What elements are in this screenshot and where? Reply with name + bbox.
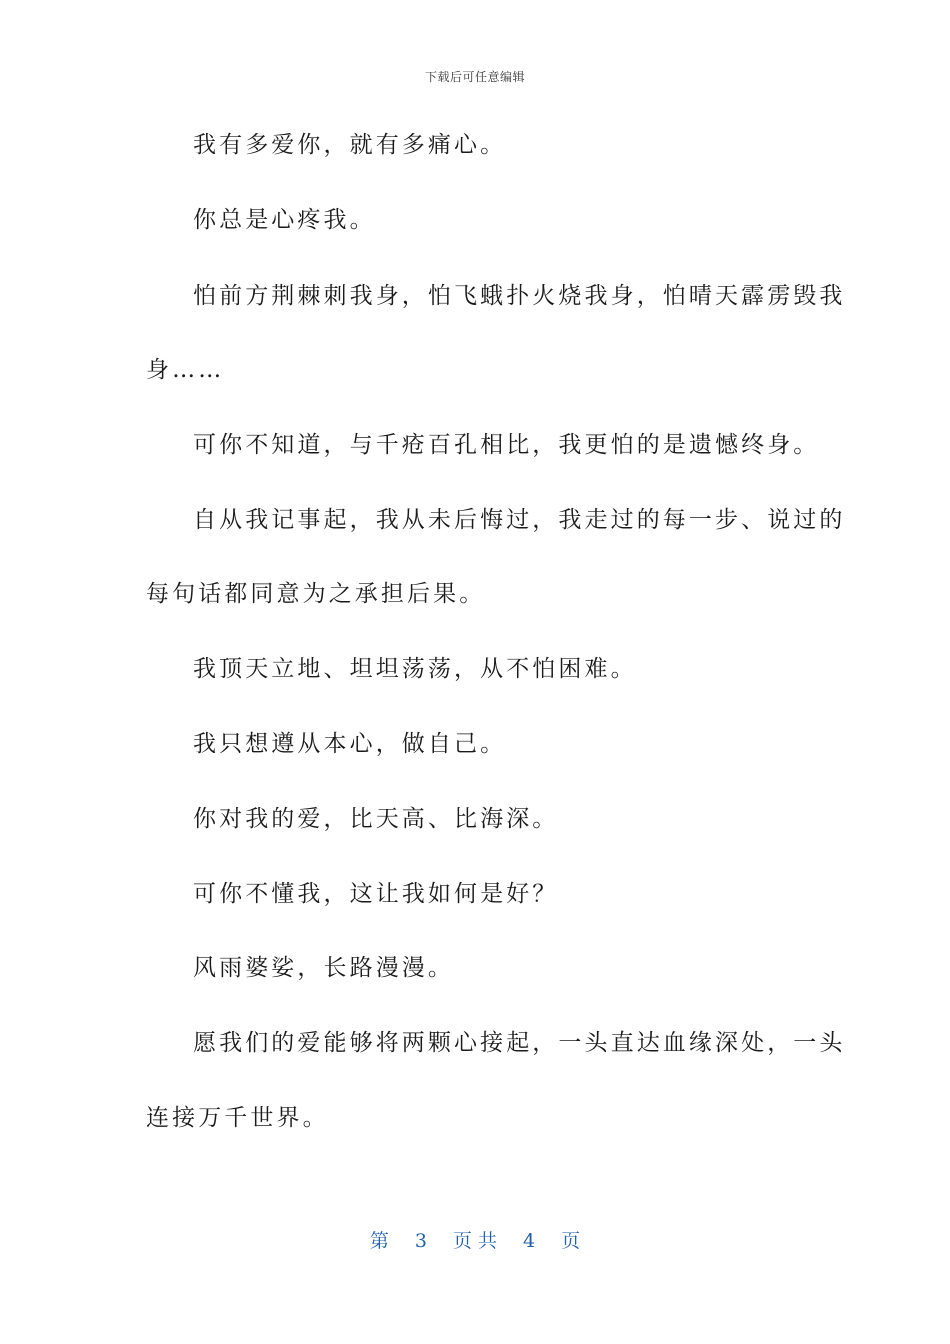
footer-prefix: 第 <box>369 1230 389 1252</box>
footer-middle: 页 共 <box>452 1230 498 1252</box>
paragraph-line: 连接万千世界。 <box>146 1105 329 1131</box>
footer-suffix: 页 <box>561 1230 581 1252</box>
paragraph-line: 我有多爱你，就有多痛心。 <box>193 132 507 158</box>
page-footer <box>0 1226 950 1253</box>
paragraph-line: 我顶天立地、坦坦荡荡，从不怕困难。 <box>193 656 637 682</box>
footer-current-page: 3 <box>414 1230 427 1252</box>
paragraph-line: 可你不知道，与千疮百孔相比，我更怕的是遗憾终身。 <box>193 432 820 458</box>
footer-total-pages: 4 <box>523 1230 536 1252</box>
paragraph-line: 风雨婆娑，长路漫漫。 <box>193 955 454 981</box>
paragraph-line: 身…… <box>146 357 225 383</box>
paragraph-line: 愿我们的爱能够将两颗心接起，一头直达血缘深处，一头 <box>193 1030 846 1056</box>
page-header-note: 下载后可任意编辑 <box>424 70 525 84</box>
paragraph-line: 你对我的爱，比天高、比海深。 <box>193 806 559 832</box>
paragraph-line: 自从我记事起，我从未后悔过，我走过的每一步、说过的 <box>193 507 846 533</box>
paragraph-line: 我只想遵从本心，做自己。 <box>193 731 507 757</box>
paragraph-line: 你总是心疼我。 <box>193 207 376 233</box>
paragraph-line: 怕前方荆棘刺我身，怕飞蛾扑火烧我身，怕晴天霹雳毁我 <box>193 283 846 309</box>
paragraph-line: 可你不懂我，这让我如何是好？ <box>193 881 559 907</box>
paragraph-line: 每句话都同意为之承担后果。 <box>146 581 486 607</box>
